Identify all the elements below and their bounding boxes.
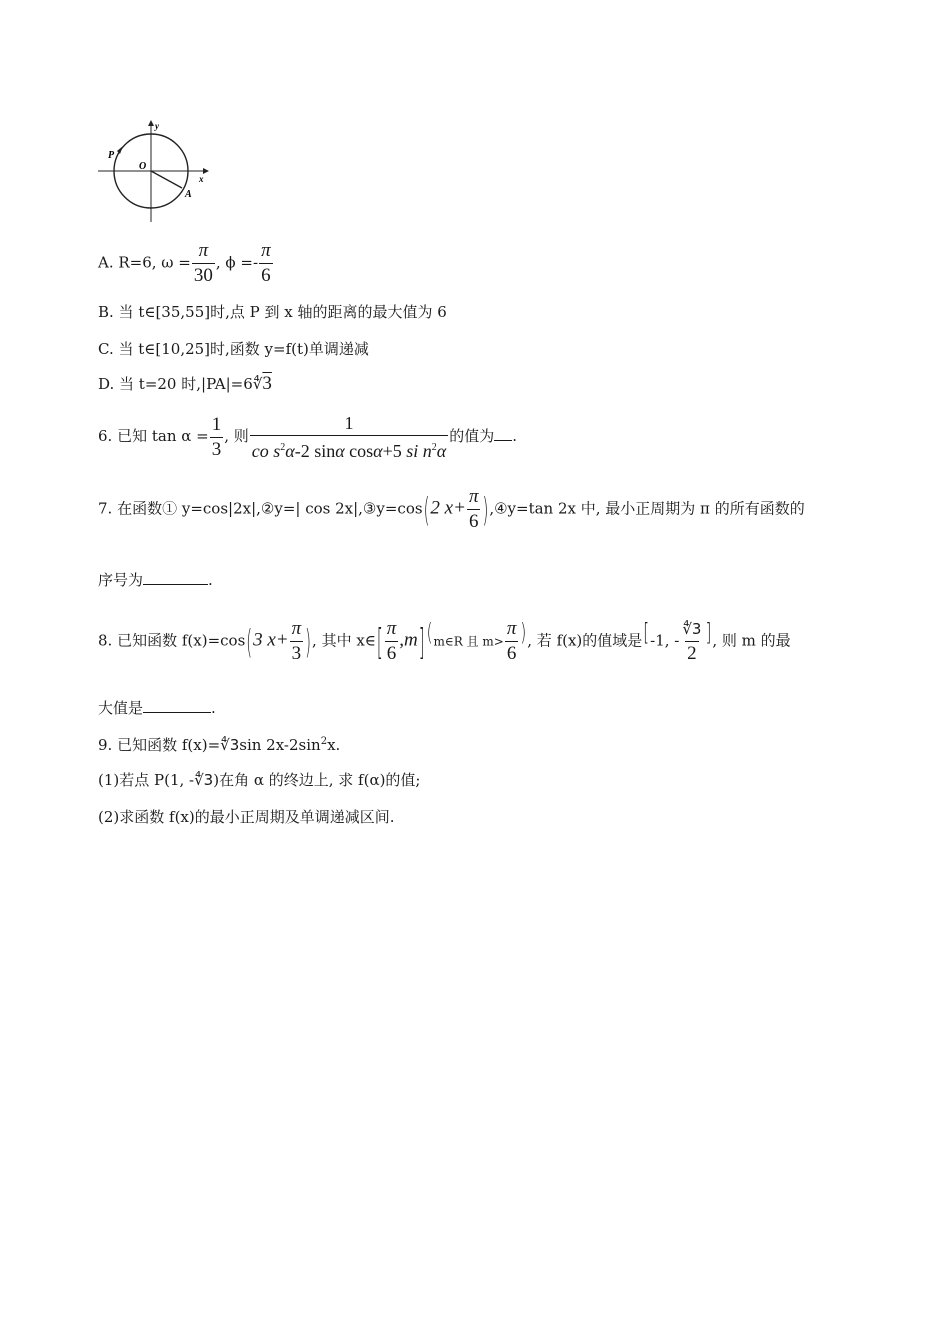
q8-interval-fraction: $\frac{\pi}{6}$ xyxy=(386,618,397,664)
q8-condition-fraction: $\frac{\pi}{6}$ xyxy=(506,618,517,664)
y-axis-arrow xyxy=(148,120,154,126)
option-d: D. 当 t=20 时,|PA|=6∜3 xyxy=(98,373,272,394)
answer-blank-7[interactable] xyxy=(143,568,208,585)
option-b: B. 当 t∈[35,55]时,点 P 到 x 轴的距离的最大值为 6 xyxy=(98,303,447,321)
radius-oa xyxy=(151,171,182,188)
label-p: P xyxy=(108,150,115,161)
answer-blank-6[interactable] xyxy=(494,424,512,441)
question-9-part-2: (2)求函数 f(x)的最小正周期及单调递减区间. xyxy=(98,808,395,826)
question-6: 6. 已知 tan α = $\frac{1}{3}$ , 则 $\frac{1}{co s^2\alpha-2 \sin\alpha \cos\alpha+5 si n^2\alpha}$ 的值为 . xyxy=(98,413,518,461)
q7-pi-fraction: $\frac{\pi}{6}$ xyxy=(468,486,479,532)
point-p-arrow xyxy=(117,146,123,154)
question-7-line-2: 序号为 . xyxy=(98,568,213,590)
answer-blank-8[interactable] xyxy=(143,696,211,713)
question-8: 8. 已知函数 f(x)=cos(3 x+ $\frac{\pi}{3}$ ), 其中 x∈[ $\frac{\pi}{6}$ ,m] (m∈R 且 m> $\frac{\pi}{6}$ ), 若 f(x)的值域是[-1, - $\frac{∜3}{2}$ ], 则 m 的最 xyxy=(98,617,791,664)
trig-expression-fraction: $\frac{1}{co s^2\alpha-2 \sin\alpha \cos\alpha+5 si n^2\alpha}$ xyxy=(251,413,447,461)
tan-fraction: $\frac{1}{3}$ xyxy=(211,413,222,460)
question-9-part-1: (1)若点 P(1, -∜3)在角 α 的终边上, 求 f(α)的值; xyxy=(98,771,421,789)
phi-fraction: $\frac{\pi}{6}$ xyxy=(261,240,271,286)
x-axis-arrow xyxy=(203,168,209,174)
circle-figure xyxy=(95,118,215,230)
question-8-line-2: 大值是 . xyxy=(98,696,216,718)
label-a: A xyxy=(185,189,192,200)
label-x: x xyxy=(199,174,204,184)
option-c: C. 当 t∈[10,25]时,函数 y=f(t)单调递减 xyxy=(98,340,369,358)
label-y: y xyxy=(155,121,159,131)
option-a: A. R=6, ω = $\frac{\pi}{30}$ , ϕ =- $\frac{\pi}{6}$ xyxy=(98,240,271,286)
q8-arg-fraction: $\frac{\pi}{3}$ xyxy=(291,618,302,664)
question-7: 7. 在函数① y=cos|2x|,②y=| cos 2x|,③y=cos(2 x+ $\frac{\pi}{6}$ ),④y=tan 2x 中, 最小正周期为 π 的所有函数的 xyxy=(98,486,805,532)
omega-fraction: $\frac{\pi}{30}$ xyxy=(193,240,213,286)
label-o: O xyxy=(139,161,147,172)
q8-range-fraction: $\frac{∜3}{2}$ xyxy=(682,620,702,664)
question-9: 9. 已知函数 f(x)=∜3sin $2x-2\sin^2x$. xyxy=(98,736,341,754)
